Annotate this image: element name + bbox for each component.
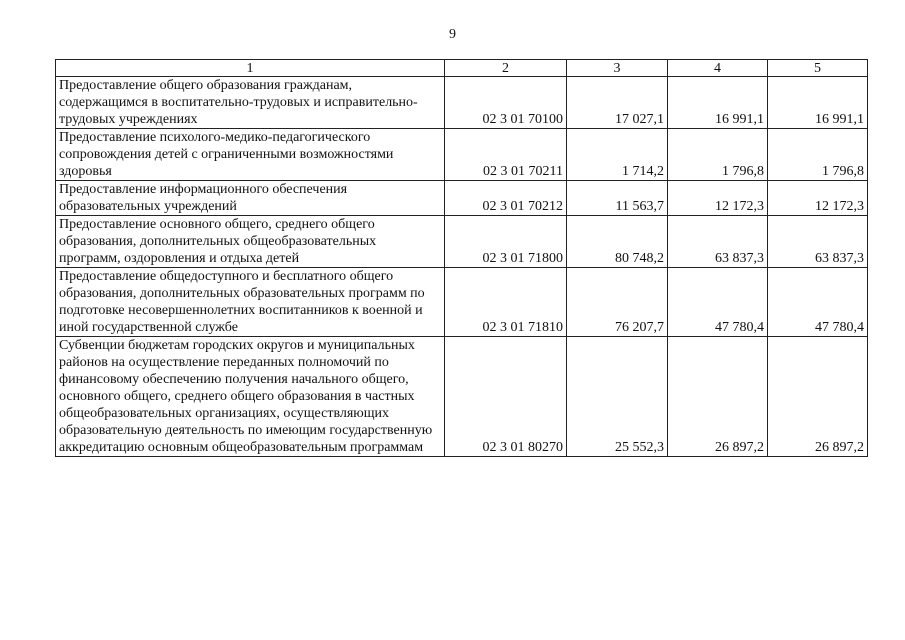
table-header <box>56 60 868 77</box>
table-body <box>56 77 868 457</box>
row-name: Предоставление основного общего, среднего общего образования, дополнительных общеобразовательных программ, оздоровления и отдыха детей <box>56 216 445 268</box>
row-value-col4: 63 837,3 <box>668 216 768 268</box>
table-row <box>56 268 868 337</box>
row-value-col4: 26 897,2 <box>668 337 768 457</box>
table-row <box>56 77 868 129</box>
row-value-col5: 1 796,8 <box>768 129 868 181</box>
row-code: 02 3 01 70100 <box>445 77 567 129</box>
row-code: 02 3 01 70212 <box>445 181 567 216</box>
page-number: 9 <box>449 27 456 42</box>
column-header-1: 1 <box>56 60 445 77</box>
row-value-col4: 16 991,1 <box>668 77 768 129</box>
row-value-col3: 17 027,1 <box>567 77 668 129</box>
row-value-col3: 11 563,7 <box>567 181 668 216</box>
row-value-col5: 47 780,4 <box>768 268 868 337</box>
row-value-col3: 25 552,3 <box>567 337 668 457</box>
row-code: 02 3 01 71810 <box>445 268 567 337</box>
row-code: 02 3 01 80270 <box>445 337 567 457</box>
column-header-5: 5 <box>768 60 868 77</box>
row-value-col5: 12 172,3 <box>768 181 868 216</box>
column-header-4: 4 <box>668 60 768 77</box>
row-value-col5: 16 991,1 <box>768 77 868 129</box>
table-row <box>56 181 868 216</box>
table-row <box>56 216 868 268</box>
row-value-col5: 26 897,2 <box>768 337 868 457</box>
row-code: 02 3 01 70211 <box>445 129 567 181</box>
header-row <box>56 60 868 77</box>
row-value-col4: 1 796,8 <box>668 129 768 181</box>
row-name: Предоставление информационного обеспечения образовательных учреждений <box>56 181 445 216</box>
row-value-col4: 12 172,3 <box>668 181 768 216</box>
row-value-col3: 80 748,2 <box>567 216 668 268</box>
budget-table <box>55 59 868 457</box>
row-name: Предоставление общедоступного и бесплатного общего образования, дополнительных образовательных программ по подготовке несовершеннолетних воспитанников к военной и иной государственной службе <box>56 268 445 337</box>
row-value-col4: 47 780,4 <box>668 268 768 337</box>
column-header-2: 2 <box>445 60 567 77</box>
row-value-col5: 63 837,3 <box>768 216 868 268</box>
table-row <box>56 337 868 457</box>
row-value-col3: 76 207,7 <box>567 268 668 337</box>
table-row <box>56 129 868 181</box>
row-name: Субвенции бюджетам городских округов и муниципальных районов на осуществление переданных полномочий по финансовому обеспечению получения начального общего, основного общего, среднего общего образования в частных общеобразовательных организациях, осуществляющих образовательную деятельность по имеющим государственную аккредитацию основным общеобразовательным программам <box>56 337 445 457</box>
row-name: Предоставление общего образования гражданам, содержащимся в воспитательно-трудовых и исправительно-трудовых учреждениях <box>56 77 445 129</box>
row-name: Предоставление психолого-медико-педагогического сопровождения детей с ограниченными возможностями здоровья <box>56 129 445 181</box>
row-code: 02 3 01 71800 <box>445 216 567 268</box>
row-value-col3: 1 714,2 <box>567 129 668 181</box>
column-header-3: 3 <box>567 60 668 77</box>
